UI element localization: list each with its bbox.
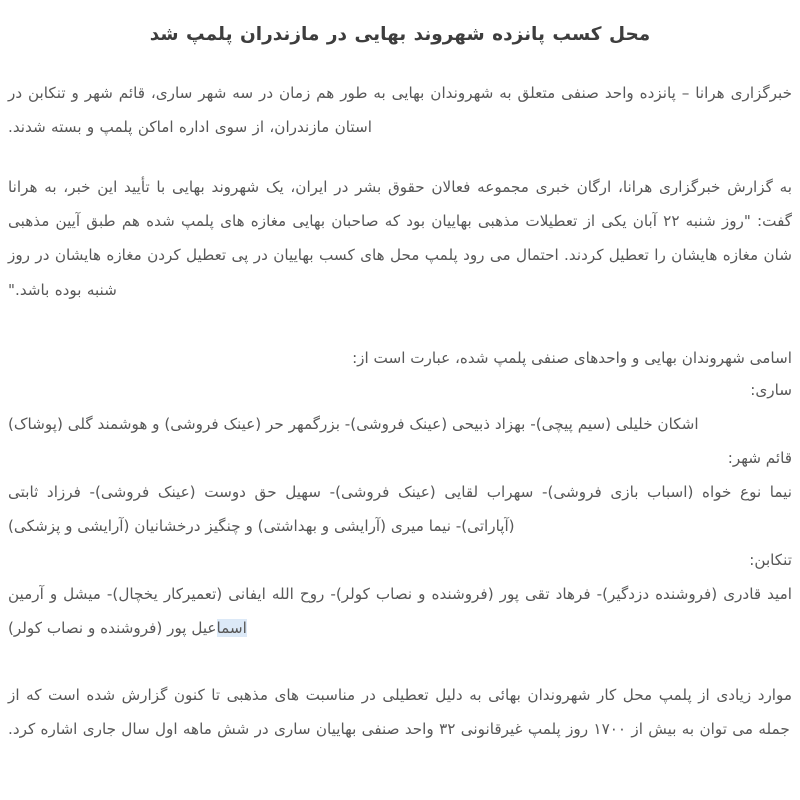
city-group-qaemshahr [8,443,792,543]
highlighted-text: اسما [216,619,247,638]
city-group-sari [8,375,792,441]
city-label-qaemshahr: قائم شهر: [727,448,792,467]
city-group-tonekabon [8,545,792,645]
closing-paragraph: موارد زیادی از پلمپ محل کار شهروندان بهائی به دلیل تعطیلی در مناسبت های مذهبی تا کنون گزارش شده است که از جمله می توان به بیش از ۱۷۰۰ روز پلمپ غیرقانونی ۳۲ واحد صنفی بهاییان ساری در شش ماهه اول سال جاری اشاره کرد. [8,685,792,738]
city-names-sari: اشکان خلیلی (سیم پیچی)- بهزاد ذبیحی (عینک فروشی)- بزرگمهر حر (عینک فروشی) و هوشمند گلی (پوشاک) [8,414,699,433]
spacer [8,648,792,678]
page-title: محل کسب پانزده شهروند بهایی در مازندران پلمپ شد [149,24,651,45]
city-names-qaemshahr: نیما نوع خواه (اسباب بازی فروشی)- سهراب لقایی (عینک فروشی)- سهیل حق دوست (عینک فروشی)- فرزاد ثابتی (آپاراتی)- نیما میری (آرایشی و بهداشتی) و چنگیز درخشانیان (آرایشی و پزشکی) [8,482,792,535]
spacer [8,325,792,343]
list-intro: اسامی شهروندان بهایی و واحدهای صنفی پلمپ شده، عبارت است از: [352,348,792,367]
lead-paragraph: خبرگزاری هرانا – پانزده واحد صنفی متعلق به شهروندان بهایی به طور هم زمان در سه شهر ساری، قائم شهر و تنکابن در استان مازندران، از سوی اداره اماکن پلمپ و بسته شدند. [8,83,792,136]
city-label-tonekabon: تنکابن: [749,551,792,570]
article-body [8,76,792,746]
city-label-sari: ساری: [750,380,792,399]
names-text-segment-2: عیل پور (فروشنده و نصاب کولر) [8,619,217,638]
names-text-segment-1: امید قادری (فروشنده دزدگیر)- فرهاد تقی پور (فروشنده و نصاب کولر)- روح الله ایفانی (تعمیرکار یخچال)- میشل و آرمین [8,585,792,604]
city-names-tonekabon [8,577,792,645]
spacer [8,162,792,170]
quote-paragraph: به گزارش خبرگزاری هرانا، ارگان خبری مجموعه فعالان حقوق بشر در ایران، یک شهروند بهایی با تأیید این خبر، به هرانا گفت: "روز شنبه ۲۲ آبان یکی از تعطیلات مذهبی بهاییان بود که صاحبان بهایی مغازه های پلمپ شده هم طبق آیین مذهبی شان مغازه هایشان را تعطیل کردند. احتمال می رود پلمپ محل های کسب بهاییان در پی تعطیل کردن مغازه هایشان در روز شنبه بوده باشد." [8,178,792,299]
